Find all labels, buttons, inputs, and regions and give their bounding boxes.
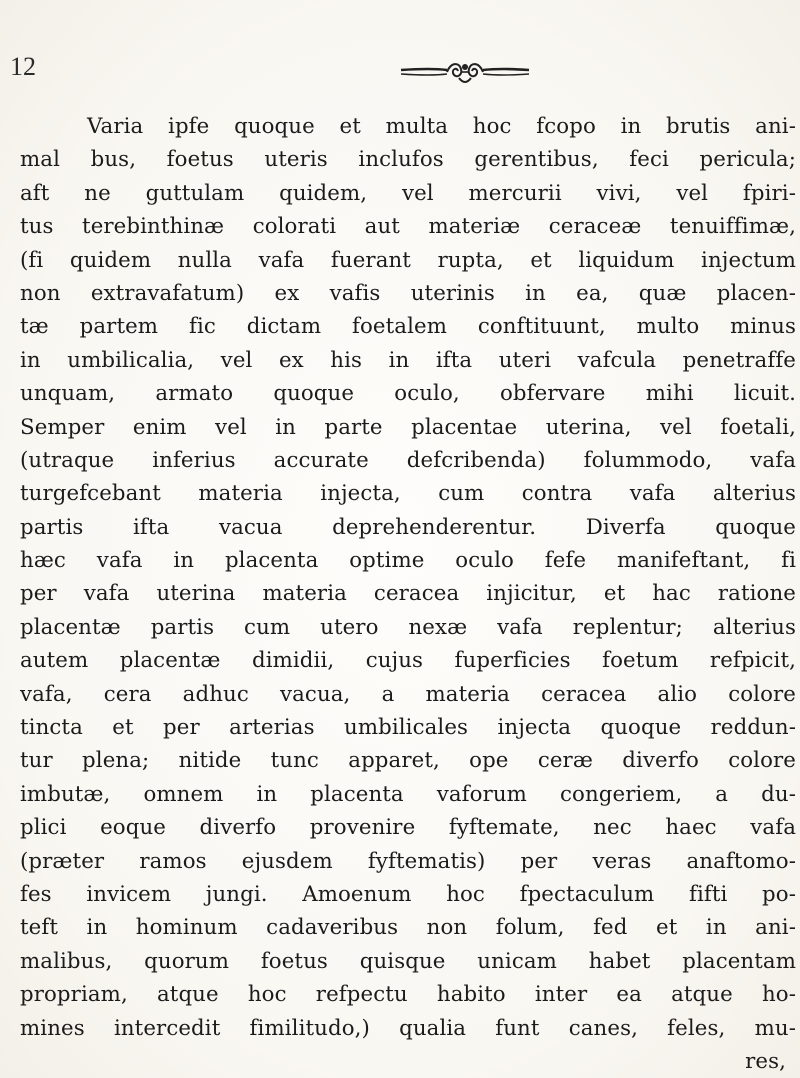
text-line: mines intercedit fimilitudo,) qualia funt canes, feles, mu- bbox=[20, 1015, 796, 1041]
text-line: vafa, cera adhuc vacua, a materia ceracea alio colore bbox=[20, 681, 796, 707]
text-line: non extravafatum) ex vafis uterinis in ea, quæ placen- bbox=[20, 280, 796, 306]
text-line: propriam, atque hoc refpectu habito inter ea atque ho- bbox=[20, 982, 796, 1008]
page-number: 12 bbox=[10, 52, 36, 81]
text-line: autem placentæ dimidii, cujus fuperficies foetum refpicit, bbox=[20, 648, 796, 674]
text-line: tincta et per arterias umbilicales injecta quoque reddun- bbox=[20, 715, 796, 741]
text-line: aft ne guttulam quidem, vel mercurii vivi, vel fpiri- bbox=[20, 180, 796, 206]
text-line: tur plena; nitide tunc apparet, ope ceræ diverfo colore bbox=[20, 748, 796, 774]
text-line: turgefcebant materia injecta, cum contra vafa alterius bbox=[20, 481, 796, 507]
text-line: plici eoque diverfo provenire fyftemate, nec haec vafa bbox=[20, 815, 796, 841]
text-line: (fi quidem nulla vafa fuerant rupta, et liquidum injectum bbox=[20, 247, 796, 273]
text-line: teft in hominum cadaveribus non folum, fed et in ani- bbox=[20, 915, 796, 941]
text-line: malibus, quorum foetus quisque unicam habet placentam bbox=[20, 948, 796, 974]
text-line: tæ partem fic dictam foetalem conftituunt, multo minus bbox=[20, 314, 796, 340]
text-line: (præter ramos ejusdem fyftematis) per veras anaftomo- bbox=[20, 848, 796, 874]
text-line: mal bus, foetus uteris inclufos gerentibus, feci pericula; bbox=[20, 147, 796, 173]
text-line: Varia ipfe quoque et multa hoc fcopo in brutis ani- bbox=[87, 114, 796, 139]
text-line: hæc vafa in placenta optime oculo fefe manifeftant, fi bbox=[20, 548, 796, 574]
text-line: fes invicem jungi. Amoenum hoc fpectaculum fifti po- bbox=[20, 881, 796, 907]
text-line: partis ifta vacua deprehenderentur. Diverfa quoque bbox=[20, 514, 796, 540]
catchword: res, bbox=[745, 1048, 786, 1074]
body-text bbox=[20, 110, 796, 1078]
text-line: unquam, armato quoque oculo, obfervare mihi licuit. bbox=[20, 381, 796, 407]
text-line: placentæ partis cum utero nexæ vafa replentur; alterius bbox=[20, 614, 796, 640]
text-line: (utraque inferius accurate defcribenda) folummodo, vafa bbox=[20, 447, 796, 473]
text-line: per vafa uterina materia ceracea injicitur, et hac ratione bbox=[20, 581, 796, 607]
text-line: in umbilicalia, vel ex his in ifta uteri vafcula penetraffe bbox=[20, 347, 796, 373]
decorative-headpiece-icon bbox=[397, 58, 533, 88]
text-line: tus terebinthinæ colorati aut materiæ ceraceæ tenuiffimæ, bbox=[20, 214, 796, 240]
text-line: imbutæ, omnem in placenta vaforum congeriem, a du- bbox=[20, 781, 796, 807]
text-line: Semper enim vel in parte placentae uterina, vel foetali, bbox=[20, 414, 796, 440]
